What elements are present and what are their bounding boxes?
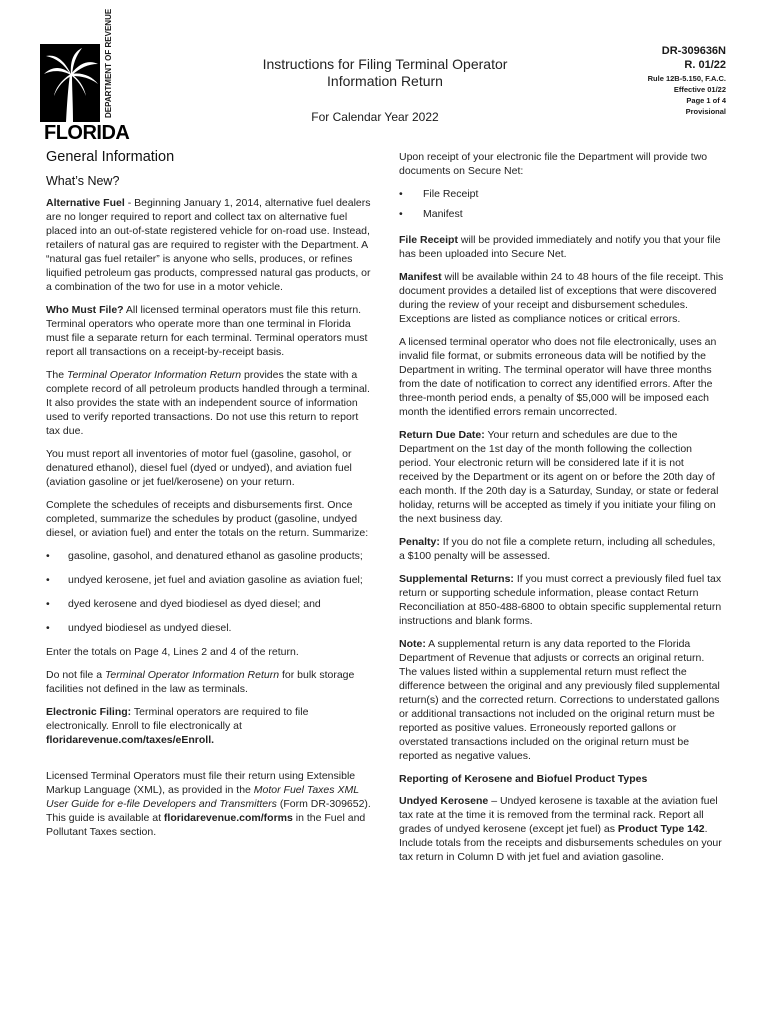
palm-tree-icon [40,44,112,122]
file-receipt-paragraph: File Receipt will be provided immediately and notify you that your file has been uploaded into Secure Net. [399,234,721,260]
xml-paragraph: Licensed Terminal Operators must file their return using Extensible Markup Language (XML), as provided in the Motor Fuel Taxes XML User Guide for e-file Developers and Transmitters (Form DR-309652). This guide is available at floridarevenue.com/forms in the Fuel and Pollutant Taxes section. [46,770,371,838]
kerosene-biofuel-heading: Reporting of Kerosene and Biofuel Product Types [399,773,648,785]
list-item: • undyed kerosene, jet fuel and aviation gasoline as aviation fuel; [46,573,372,587]
page-title: Instructions for Filing Terminal Operator Information Return [262,56,508,89]
undyed-kerosene-paragraph: Undyed Kerosene – Undyed kerosene is taxable at the aviation fuel tax rate at the time it is removed from the terminal rack. Report all grades of undyed kerosene (except jet fuel) as Product Type 142. Include totals from the receipts and disbursements schedules on your tax return in Column D with jet fuel and aviation gasoline. [399,795,722,863]
secure-net-paragraph: Upon receipt of your electronic file the Department will provide two documents on Secure Net: [399,151,708,177]
electronic-penalty-paragraph: A licensed terminal operator who does not file electronically, uses an invalid file format, or submits erroneous data will be notified by the Department in writing. The terminal operator will have three months from the date of notification to correct any identified errors. After the three-month period ends, a penalty of $5,000 will be imposed each month the identified errors remain uncorrected. [399,336,717,418]
form-revision: R. 01/22 [684,59,726,71]
form-number-block [662,44,726,72]
forms-link[interactable]: floridarevenue.com/forms [163,812,293,824]
summarize-list [46,549,372,635]
who-must-file-paragraph: Who Must File? All licensed terminal operators must file this return. Terminal operators who operate more than one terminal in Florida must file a separate return for each terminal. Terminal operators must report all transactions on a receipt-by-receipt basis. [46,304,368,358]
rule-block [648,73,726,117]
general-information-heading: General Information [46,149,175,165]
electronic-filing-paragraph: Electronic Filing: Terminal operators are required to file electronically. Enroll to file electronically at floridarevenue.com/taxes/eEnroll. [46,706,309,746]
status-label: Provisional [685,107,726,116]
schedules-paragraph: Complete the schedules of receipts and disbursements first. Once completed, summarize the schedules by product (gasoline, undyed diesel, or aviation fuel) and enter the totals on the return. Summarize: [46,499,369,539]
page-number: Page 1 of 4 [686,96,726,105]
left-column [46,150,372,848]
list-item: • dyed kerosene and dyed biodiesel as dyed diesel; and [46,597,372,611]
department-of-revenue-label: DEPARTMENT OF REVENUE [104,8,113,118]
page-subtitle: For Calendar Year 2022 [311,110,439,124]
penalty-paragraph: Penalty: If you do not file a complete return, including all schedules, a $100 penalty will be assessed. [399,536,716,562]
manifest-paragraph: Manifest will be available within 24 to 48 hours of the file receipt. This document provides a detailed list of exceptions that were discovered during the review of your receipt and disbursement schedules. Exceptions are listed as compliance notices or critical errors. [399,271,724,325]
supplemental-returns-paragraph: Supplemental Returns: If you must correct a previously filed fuel tax return or supporting schedule information, please contact Return Reconciliation at 850-488-6800 to obtain specific supplemental return instructions and blank forms. [399,573,722,627]
bulk-storage-paragraph: Do not file a Terminal Operator Information Return for bulk storage facilities not defined in the law as terminals. [46,669,355,695]
inventories-paragraph: You must report all inventories of motor fuel (gasoline, gasohol, or denatured ethanol), diesel fuel (dyed or undyed), and aviation fuel (aviation gasoline or jet fuel/kerosene) on your return. [46,448,352,488]
florida-wordmark: FLORIDA [44,122,130,144]
note-paragraph: Note: A supplemental return is any data reported to the Florida Department of Revenue that adjusts or corrects an original return. The values listed within a supplemental return must reflect the difference between the original and any previously filed supplemental return(s) and the corrected return. Corrections to understated gallons or additional transactions not included on the original return must be reported as positive values. Erroneously reported gallons or overstated transactions included on the original return must be reported as negative values. [399,638,720,762]
eenroll-link[interactable]: floridarevenue.com/taxes/eEnroll. [46,734,215,746]
right-column [399,150,724,873]
return-purpose-paragraph: The Terminal Operator Information Return provides the state with a complete record of all petroleum products handled through a terminal. It also provides the state with an independent source of information used to verify reported transactions. Do not use this return to report tax due. [46,369,370,437]
list-item: • gasoline, gasohol, and denatured ethanol as gasoline products; [46,549,372,563]
list-item: • Manifest [399,207,724,221]
list-item: • undyed biodiesel as undyed diesel. [46,621,372,635]
totals-paragraph: Enter the totals on Page 4, Lines 2 and 4 of the return. [46,646,299,658]
whats-new-heading: What’s New? [46,174,120,188]
documents-list [399,187,724,221]
list-item: • File Receipt [399,187,724,201]
alternative-fuel-paragraph: Alternative Fuel - Beginning January 1, 2014, alternative fuel dealers are no longer required to report and collect tax on alternative fuel placed into an out-of-state registered vehicle for on-road use. Instead, retailers of natural gas are required to register with the Department. A “natural gas fuel retailer” is anyone who sells, produces, or refines liquified petroleum gas products, compressed natural gas products, or a combination of the two for use in a motor vehicle. [46,197,371,293]
due-date-paragraph: Return Due Date: Your return and schedules are due to the Department on the 1st day of the month following the collection period. Your electronic return will be considered late if it is not received by the Department or its agent on or before the 20th day of each month. If the 20th day is a Saturday, Sunday, or state or federal holiday, returns will be accepted as timely if you initiate your filing on the next business day. [399,429,719,525]
effective-date: Effective 01/22 [673,85,726,94]
form-number: DR-309636N [661,45,726,57]
rule-citation: Rule 12B-5.150, F.A.C. [647,74,726,83]
